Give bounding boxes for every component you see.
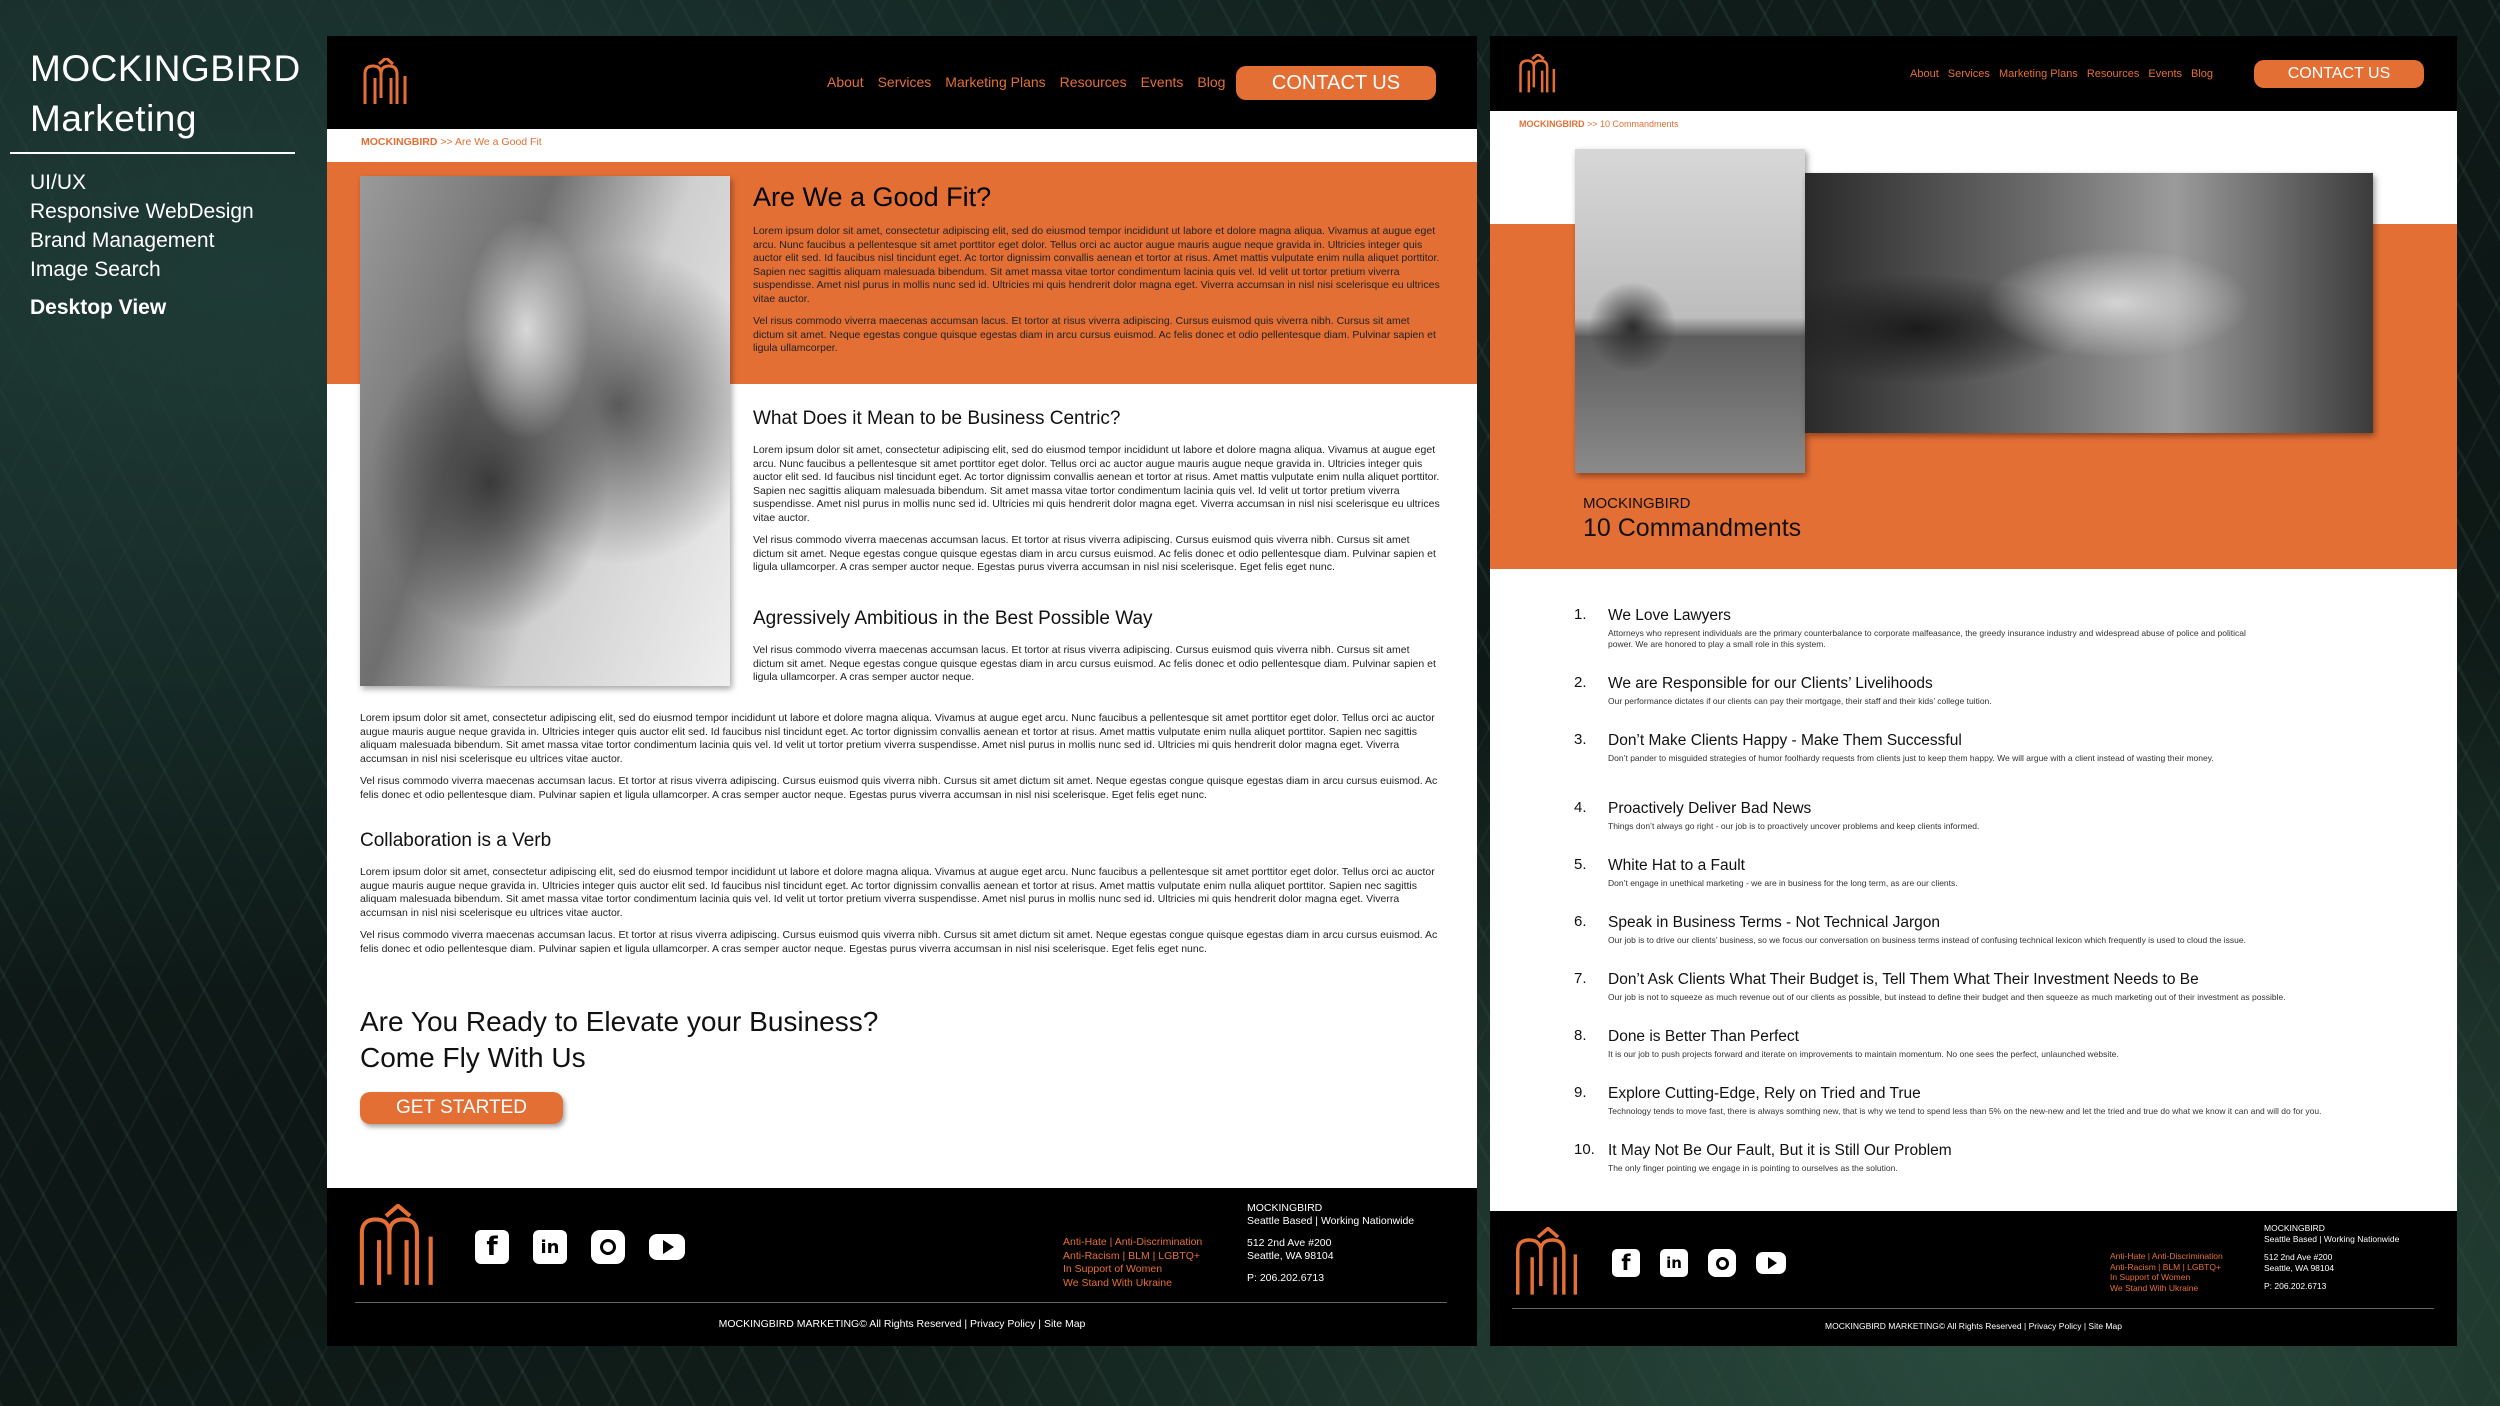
item-description: Our performance dictates if our clients can pay their mortgage, their staff and their kids’ college tuition. — [1608, 696, 1992, 706]
section-heading: Agressively Ambitious in the Best Possible Way — [753, 608, 1153, 629]
contact-us-button[interactable]: CONTACT US — [2254, 60, 2424, 88]
footer-divider — [1512, 1308, 2434, 1309]
site-footer — [327, 1188, 1477, 1346]
breadcrumb-home[interactable]: MOCKINGBIRD — [1519, 119, 1585, 129]
item-number: 6. — [1574, 913, 1587, 930]
item-title: We Love Lawyers — [1608, 607, 1731, 624]
nav-marketing-plans[interactable]: Marketing Plans — [945, 74, 1046, 90]
item-number: 10. — [1574, 1141, 1595, 1158]
item-title: We are Responsible for our Clients’ Livelihoods — [1608, 675, 1933, 692]
ambitious-section — [753, 608, 1443, 685]
nav-blog[interactable]: Blog — [1197, 74, 1226, 90]
mockingbird-logo[interactable] — [361, 58, 411, 106]
breadcrumb-home[interactable]: MOCKINGBIRD — [361, 136, 438, 148]
advocacy-links — [2110, 1251, 2223, 1293]
nav-resources[interactable]: Resources — [2086, 68, 2140, 80]
facebook-icon[interactable]: f — [1612, 1249, 1640, 1277]
item-description: Our job is to drive our clients’ business, so we focus our conversation on business terms instead of confusing technical lexicon which frequently is used to cloud the issue. — [1608, 935, 2246, 945]
nav-services[interactable]: Services — [1947, 68, 1990, 80]
body-paragraph: Lorem ipsum dolor sit amet, consectetur adipiscing elit, sed do eiusmod tempor incididunt ut labore et dolore magna aliqua. Vivamus at augue eget arcu. Nunc faucibus a pellentesque sit amet porttitor eget dolor. Tellus orci ac auctor augue mauris augue neque gravida in. Ultricies integer quis auctor elit sed. Id faucibus nisl tincidunt eget. Ac tortor dignissim convallis aenean et tortor at risus. Amet mattis vulputate enim nulla aliquet porttitor. Sapien nec sagittis aliquam malesuada bibendum. Sit amet massa vitae tortor condimentum lacinia quis vel. Id velit ut tortor pretium viverra suspendisse. Amet nisl purus in mollis nunc sed id. Ultricies mi quis hendrerit dolor magna eget. Viverra accumsan in nisl nisi scelerisque eu ultrices vitae auctor. — [360, 712, 1435, 765]
section-paragraph: Vel risus commodo viverra maecenas accumsan lacus. Et tortor at risus viverra adipiscing. Cursus euismod quis viverra nibh. Cursus sit amet dictum sit amet. Neque egestas congue quisque egestas diam in arcu cursus euismod. Ac felis donec et odio pellentesque diam. Pulvinar sapien et ligula ullamcorper. A cras semper auctor neque. Egestas purus viverra accumsan in nisl nisi scelerisque. Eget felis eget nunc. — [360, 929, 1438, 955]
footer-logo[interactable] — [355, 1204, 441, 1290]
item-number: 2. — [1574, 674, 1587, 691]
footer-address — [1247, 1202, 1414, 1285]
address-line: Seattle, WA 98104 — [1247, 1250, 1334, 1262]
section-paragraph: Lorem ipsum dolor sit amet, consectetur adipiscing elit, sed do eiusmod tempor incididunt ut labore et dolore magna aliqua. Vivamus at augue eget arcu. Nunc faucibus a pellentesque sit amet porttitor eget dolor. Tellus orci ac auctor augue mauris augue neque gravida in. Ultricies integer quis auctor elit sed. Id faucibus nisl tincidunt eget. Ac tortor dignissim convallis aenean et tortor at risus. Amet mattis vulputate enim nulla aliquet porttitor. Sapien nec sagittis aliquam malesuada bibendum. Sit amet massa vitae tortor condimentum lacinia quis vel. Id velit ut tortor pretium viverra suspendisse. Amet nisl purus in mollis nunc sed id. Ultricies mi quis hendrerit dolor magna eget. Viverra accumsan in nisl nisi scelerisque eu ultrices vitae auctor. — [360, 866, 1435, 919]
nav-events[interactable]: Events — [1140, 74, 1184, 90]
item-number: 3. — [1574, 731, 1587, 748]
intro-paragraph: Lorem ipsum dolor sit amet, consectetur adipiscing elit, sed do eiusmod tempor incididunt ut labore et dolore magna aliqua. Vivamus at augue eget arcu. Nunc faucibus a pellentesque sit amet porttitor eget dolor. Tellus orci ac auctor augue mauris augue neque gravida in. Ultricies integer quis auctor elit sed. Id faucibus nisl tincidunt eget. Ac tortor dignissim convallis aenean et tortor at risus. Amet mattis vulputate enim nulla aliquet porttitor. Sapien nec sagittis aliquam malesuada bibendum. Sit amet massa vitae tortor condimentum lacinia quis vel. Id velit ut tortor pretium viverra suspendisse. Amet nisl purus in mollis nunc sed id. Ultricies mi quis hendrerit dolor magna eget. Viverra accumsan in nisl nisi scelerisque eu ultrices vitae auctor. — [753, 225, 1440, 305]
body-paragraph: Vel risus commodo viverra maecenas accumsan lacus. Et tortor at risus viverra adipiscing. Cursus euismod quis viverra nibh. Cursus sit amet dictum sit amet. Neque egestas congue quisque egestas diam in arcu cursus euismod. Ac felis donec et odio pellentesque diam. Pulvinar sapien et ligula ullamcorper. A cras semper auctor neque. Egestas purus viverra accumsan in nisl nisi scelerisque. Eget felis eget nunc. — [360, 775, 1438, 801]
caption-tag: Responsive WebDesign — [30, 200, 254, 223]
item-description: Don’t pander to misguided strategies of humor foolhardy requests from clients just to keep them happy. We will argue with a client instead of wasting their money. — [1608, 753, 2214, 763]
hero-eyebrow: MOCKINGBIRD — [1583, 495, 1691, 512]
advocacy-item[interactable]: We Stand With Ukraine — [2110, 1282, 2199, 1293]
item-number: 9. — [1574, 1084, 1587, 1101]
item-title: Don’t Ask Clients What Their Budget is, Tell Them What Their Investment Needs to Be — [1608, 971, 2199, 988]
phone-number[interactable]: P: 206.202.6713 — [1247, 1272, 1325, 1284]
item-title: White Hat to a Fault — [1608, 857, 1745, 874]
get-started-button[interactable]: GET STARTED — [360, 1092, 563, 1124]
item-title: Proactively Deliver Bad News — [1608, 800, 1812, 817]
list-item — [1574, 1027, 2434, 1084]
mockingbird-logo-icon — [1517, 54, 1559, 94]
item-description: It is our job to push projects forward and iterate on improvements to maintain momentum. No one sees the perfect, unlaunched website. — [1608, 1049, 2119, 1059]
section-heading: Collaboration is a Verb — [360, 830, 552, 851]
body-section — [360, 712, 1443, 802]
nav-about[interactable]: About — [827, 74, 864, 90]
business-section — [753, 408, 1443, 575]
advocacy-item[interactable]: Anti-Racism | BLM | LGBTQ+ — [2110, 1261, 2221, 1272]
instagram-icon[interactable] — [1708, 1249, 1736, 1277]
section-paragraph: Vel risus commodo viverra maecenas accumsan lacus. Et tortor at risus viverra adipiscing. Cursus euismod quis viverra nibh. Cursus sit amet dictum sit amet. Neque egestas congue quisque egestas diam in arcu cursus euismod. Ac felis donec et odio pellentesque diam. Pulvinar sapien et ligula ullamcorper. A cras semper auctor neque. Egestas purus viverra accumsan in nisl nisi scelerisque. Eget felis eget nunc. — [753, 534, 1436, 573]
site-header — [327, 36, 1477, 129]
cta-heading-line1: Are You Ready to Elevate your Business? — [360, 1006, 879, 1037]
mockingbird-logo-icon — [361, 58, 411, 106]
man-in-field-photo — [1575, 149, 1805, 473]
item-number: 7. — [1574, 970, 1587, 987]
page-title: 10 Commandments — [1583, 514, 1802, 542]
advocacy-item[interactable]: We Stand With Ukraine — [1063, 1276, 1172, 1289]
advocacy-item[interactable]: In Support of Women — [1063, 1263, 1163, 1275]
copyright-bar: MOCKINGBIRD MARKETING© All Rights Reserved | Privacy Policy | Site Map — [718, 1318, 1086, 1330]
item-title: Explore Cutting-Edge, Rely on Tried and True — [1608, 1085, 1921, 1102]
facebook-icon[interactable]: f — [475, 1230, 509, 1264]
advocacy-item[interactable]: Anti-Racism | BLM | LGBTQ+ — [1063, 1249, 1201, 1262]
intro-section — [753, 182, 1443, 356]
page-title: Are We a Good Fit? — [753, 182, 992, 212]
mockingbird-logo-icon — [1512, 1227, 1584, 1299]
phone-number[interactable]: P: 206.202.6713 — [2264, 1281, 2327, 1291]
item-description: Don’t engage in unethical marketing - we are in business for the long term, as are our clients. — [1608, 878, 1958, 888]
commandments-page — [1490, 36, 2457, 1346]
breadcrumb — [361, 136, 542, 148]
section-paragraph: Vel risus commodo viverra maecenas accumsan lacus. Et tortor at risus viverra adipiscing. Cursus euismod quis viverra nibh. Cursus sit amet dictum sit amet. Neque egestas congue quisque egestas diam in arcu cursus euismod. Ac felis donec et odio pellentesque diam. Pulvinar sapien et ligula ullamcorper. A cras semper auctor neque. — [753, 644, 1436, 683]
list-item — [1574, 731, 2434, 799]
copyright-bar: MOCKINGBIRD MARKETING© All Rights Reserved | Privacy Policy | Site Map — [1825, 1321, 2122, 1331]
couple-photo — [360, 176, 730, 686]
advocacy-item[interactable]: Anti-Hate | Anti-Discrimination — [2110, 1251, 2223, 1261]
youtube-icon[interactable] — [649, 1234, 685, 1260]
list-item — [1574, 1141, 2434, 1191]
list-item — [1574, 856, 2434, 913]
contact-us-button[interactable]: CONTACT US — [1236, 66, 1436, 100]
cta-heading — [360, 1004, 878, 1076]
item-description: Technology tends to move fast, there is always somthing new, that is why we tend to spend less than 5% on the new-new and let the tried and true do what we know it can and will do for you. — [1608, 1106, 2322, 1116]
nav-marketing-plans[interactable]: Marketing Plans — [1998, 68, 2078, 80]
caption-view-label: Desktop View — [30, 296, 167, 319]
company-name: MOCKINGBIRD — [2264, 1223, 2325, 1233]
address-line: Seattle, WA 98104 — [2264, 1262, 2335, 1273]
mockingbird-logo[interactable] — [1517, 54, 1559, 94]
footer-logo[interactable] — [1512, 1227, 1584, 1299]
social-links — [1612, 1249, 1786, 1277]
caption-tag: Image Search — [30, 258, 161, 281]
list-item — [1574, 1084, 2434, 1141]
item-number: 5. — [1574, 856, 1587, 873]
breadcrumb-current: >> 10 Commandments — [1584, 119, 1679, 129]
linkedin-icon[interactable]: in — [533, 1230, 567, 1264]
nav-about[interactable]: About — [1910, 68, 1939, 80]
nav-services[interactable]: Services — [877, 74, 932, 90]
item-description: Attorneys who represent individuals are the primary counterbalance to corporate malfeasance, the greedy insurance industry and widespread abuse of police and political power. We are honored to play a small role in this system. — [1608, 628, 2246, 649]
mockingbird-logo-icon — [355, 1204, 441, 1290]
site-header — [1490, 36, 2457, 111]
item-title: Speak in Business Terms - Not Technical Jargon — [1608, 914, 1940, 931]
cow-street-photo — [1805, 173, 2373, 433]
linkedin-icon[interactable]: in — [1660, 1249, 1688, 1277]
caption-tag: UI/UX — [30, 171, 87, 194]
item-description: The only finger pointing we engage in is pointing to ourselves as the solution. — [1608, 1163, 1898, 1173]
cta-heading-line2: Come Fly With Us — [360, 1042, 586, 1073]
address-line: 512 2nd Ave #200 — [1247, 1237, 1332, 1249]
site-footer — [1490, 1211, 2457, 1346]
nav-blog[interactable]: Blog — [2191, 68, 2214, 80]
footer-divider — [355, 1302, 1447, 1303]
caption-brand-line1: MOCKINGBIRD — [30, 48, 301, 89]
main-nav — [1910, 68, 2213, 80]
breadcrumb-current: >> Are We a Good Fit — [437, 136, 542, 148]
item-number: 8. — [1574, 1027, 1587, 1044]
project-caption — [30, 44, 301, 320]
footer-address — [2264, 1223, 2399, 1292]
item-title: Don’t Make Clients Happy - Make Them Successful — [1608, 732, 1962, 749]
company-name: MOCKINGBIRD — [1247, 1202, 1323, 1214]
caption-tag: Brand Management — [30, 229, 215, 252]
section-heading: What Does it Mean to be Business Centric? — [753, 408, 1121, 429]
good-fit-page — [327, 36, 1477, 1346]
caption-brand-line2: Marketing — [30, 98, 197, 139]
list-item — [1574, 970, 2434, 1027]
nav-events[interactable]: Events — [2148, 68, 2183, 80]
social-links — [475, 1230, 685, 1264]
advocacy-links — [1063, 1236, 1202, 1290]
list-item — [1574, 799, 2434, 856]
address-line: 512 2nd Ave #200 — [2264, 1252, 2333, 1262]
collab-section — [360, 830, 1443, 956]
nav-resources[interactable]: Resources — [1059, 74, 1127, 90]
item-title: Done is Better Than Perfect — [1608, 1028, 1799, 1045]
instagram-icon[interactable] — [591, 1230, 625, 1264]
intro-paragraph: Vel risus commodo viverra maecenas accumsan lacus. Et tortor at risus viverra adipiscing. Cursus euismod quis viverra nibh. Cursus sit amet dictum sit amet. Neque egestas congue quisque egestas diam in arcu cursus euismod. Ac felis donec et odio pellentesque diam. Pulvinar sapien et ligula ullamcorper. — [753, 315, 1436, 354]
main-nav — [827, 74, 1225, 90]
list-item — [1574, 913, 2434, 970]
company-tagline: Seattle Based | Working Nationwide — [1247, 1215, 1415, 1227]
item-description: Our job is not to squeeze as much revenue out of our clients as possible, but instead to define their budget and then squeeze as much marketing out of their investment as possible. — [1608, 992, 2286, 1002]
item-title: It May Not Be Our Fault, But it is Still Our Problem — [1608, 1142, 1952, 1159]
item-number: 4. — [1574, 799, 1587, 816]
caption-divider — [10, 152, 295, 154]
commandments-list — [1574, 606, 2434, 1191]
item-number: 1. — [1574, 606, 1587, 623]
breadcrumb — [1519, 119, 1679, 129]
section-paragraph: Lorem ipsum dolor sit amet, consectetur adipiscing elit, sed do eiusmod tempor incididunt ut labore et dolore magna aliqua. Vivamus at augue eget arcu. Nunc faucibus a pellentesque sit amet porttitor eget dolor. Tellus orci ac auctor augue mauris augue neque gravida in. Ultricies integer quis auctor elit sed. Id faucibus nisl tincidunt eget. Ac tortor dignissim convallis aenean et tortor at risus. Amet mattis vulputate enim nulla aliquet porttitor. Sapien nec sagittis aliquam malesuada bibendum. Sit amet massa vitae tortor condimentum lacinia quis vel. Id velit ut tortor pretium viverra suspendisse. Amet nisl purus in mollis nunc sed id. Ultricies mi quis hendrerit dolor magna eget. Viverra accumsan in nisl nisi scelerisque eu ultrices vitae auctor. — [753, 444, 1440, 524]
youtube-icon[interactable] — [1756, 1252, 1786, 1274]
company-tagline: Seattle Based | Working Nationwide — [2264, 1233, 2400, 1244]
item-description: Things don’t always go right - our job is to proactively uncover problems and keep clients informed. — [1608, 821, 1980, 831]
list-item — [1574, 606, 2434, 674]
advocacy-item[interactable]: In Support of Women — [2110, 1272, 2191, 1282]
list-item — [1574, 674, 2434, 731]
advocacy-item[interactable]: Anti-Hate | Anti-Discrimination — [1063, 1236, 1203, 1248]
